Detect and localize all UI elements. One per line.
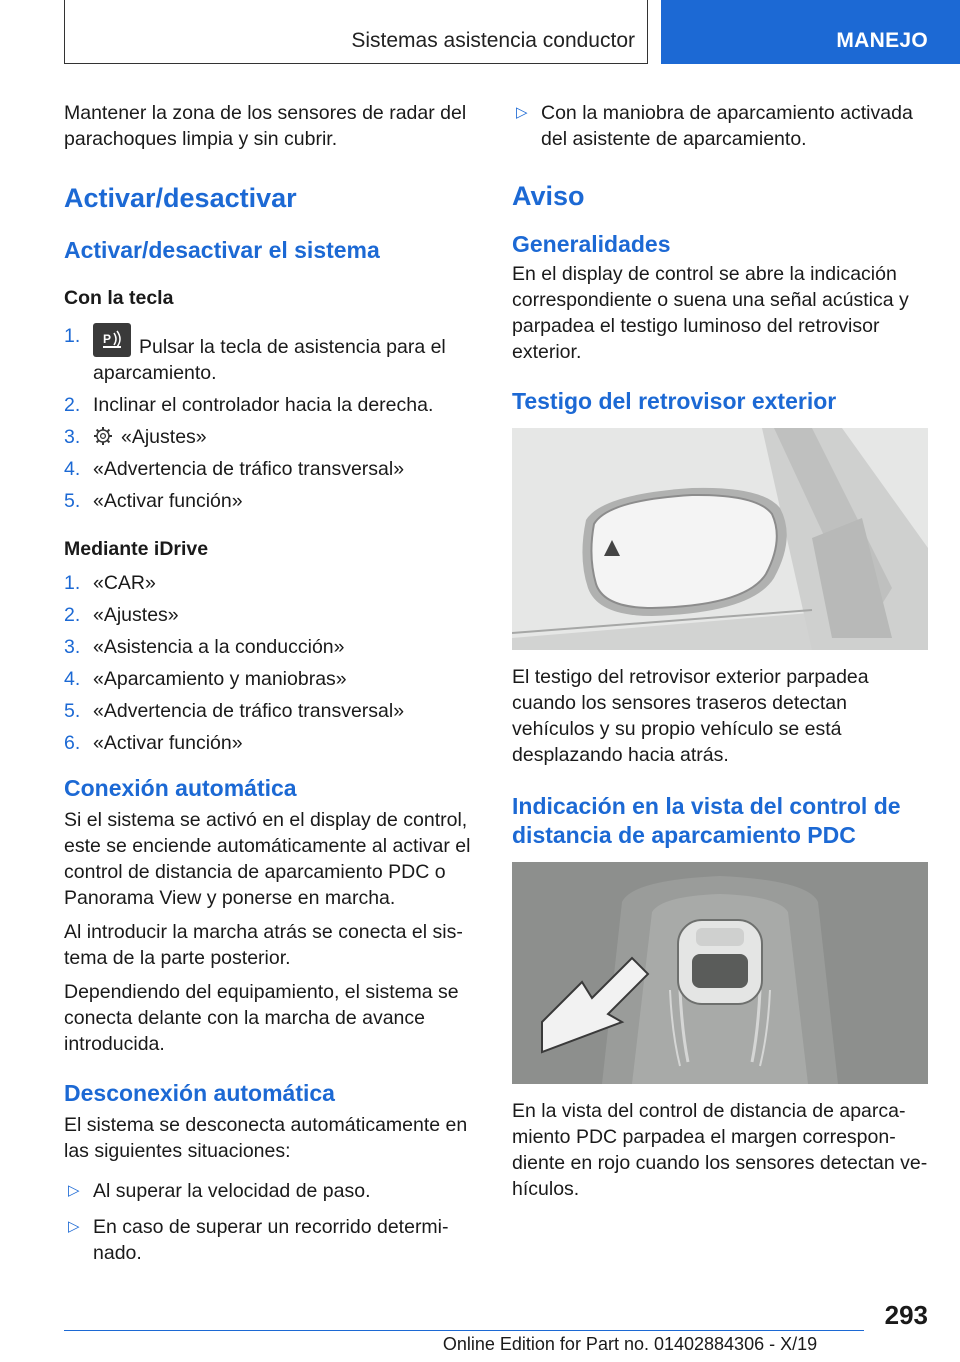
button-steps-list <box>64 323 474 514</box>
item-text: Con la maniobra de aparcamiento activada del asistente de aparcamiento. <box>541 102 913 150</box>
heading-activate: Activar/desactivar <box>64 183 297 213</box>
list-item <box>64 323 474 386</box>
list-item <box>64 602 474 628</box>
heading-with-button: Con la tecla <box>64 287 174 309</box>
step-text: «Ajustes» <box>121 426 207 448</box>
svg-text:P: P <box>103 332 112 346</box>
idrive-steps-list <box>64 570 474 756</box>
list-item <box>64 634 474 660</box>
step-number: 3. <box>64 426 81 448</box>
step-number: 3. <box>64 636 81 658</box>
step-text: Inclinar el controlador hacia la derecha. <box>93 394 434 416</box>
bullet-triangle-icon: ▷ <box>68 1182 80 1199</box>
step-number: 6. <box>64 732 81 754</box>
step-text: Pulsar la tecla de asistencia para el aparcamiento. <box>93 336 446 384</box>
heading-auto-on: Conexión automática <box>64 775 297 801</box>
step-text: «Ajustes» <box>93 604 179 626</box>
auto-off-list <box>64 1178 474 1266</box>
step-text: «Advertencia de tráfico transversal» <box>93 700 405 722</box>
right-column <box>512 100 928 1216</box>
pdc-caption: En la vista del control de distancia de aparcamiento PDC parpadea el margen correspondiente en rojo cuando los sensores detectan vehículos. <box>512 1100 928 1200</box>
header-section: Sistemas asistencia conductor <box>351 29 635 52</box>
bullet-triangle-icon: ▷ <box>68 1218 80 1235</box>
footer-divider <box>64 1330 864 1331</box>
parking-assist-button-icon <box>93 323 131 357</box>
list-item <box>64 1214 474 1266</box>
heading-auto-off: Desconexión automática <box>64 1080 335 1106</box>
heading-general: Generalidades <box>512 231 671 257</box>
heading-mirror-indicator: Testigo del retrovisor exterior <box>512 388 837 414</box>
step-number: 1. <box>64 572 81 594</box>
auto-off-paragraph: El sistema se desconecta automáticamente en las siguientes situaciones: <box>64 1114 468 1162</box>
auto-on-paragraph-1: Si el sistema se activó en el display de control, este se enciende automáticamente al activar el control de distancia de aparcamiento PDC o Panorama View y ponerse en marcha. <box>64 809 471 909</box>
step-number: 2. <box>64 394 81 416</box>
heading-idrive: Mediante iDrive <box>64 538 209 560</box>
bullet-triangle-icon: ▷ <box>516 104 528 121</box>
list-item <box>64 392 474 418</box>
list-item <box>64 570 474 596</box>
list-item <box>64 424 474 450</box>
list-item <box>64 698 474 724</box>
list-item <box>64 456 474 482</box>
step-number: 5. <box>64 700 81 722</box>
list-item <box>64 666 474 692</box>
step-number: 1. <box>64 325 81 347</box>
pdc-view-image <box>512 862 928 1084</box>
step-text: «Asistencia a la conducción» <box>93 636 345 658</box>
header-chapter: MANEJO <box>836 29 928 52</box>
mirror-indicator-image <box>512 428 928 650</box>
step-number: 4. <box>64 458 81 480</box>
settings-gear-icon <box>93 426 113 446</box>
left-column <box>64 100 474 1282</box>
step-number: 4. <box>64 668 81 690</box>
step-text: «Activar función» <box>93 490 243 512</box>
step-text: «Activar función» <box>93 732 243 754</box>
general-paragraph: En el display de control se abre la indicación correspondiente o suena una señal acústica y parpadea el testigo luminoso del retrovisor exterior. <box>512 263 909 363</box>
step-text: «Aparcamiento y maniobras» <box>93 668 347 690</box>
heading-activate-system: Activar/desactivar el sistema <box>64 237 380 263</box>
footer-edition: Online Edition for Part no. 01402884306 - X/19 <box>442 1334 818 1354</box>
item-text: En caso de superar un recorrido determinado. <box>93 1216 449 1264</box>
list-item <box>64 1178 474 1204</box>
step-number: 5. <box>64 490 81 512</box>
heading-pdc-view: Indicación en la vista del control de distancia de aparcamiento PDC <box>512 793 901 848</box>
header-section-box <box>64 0 648 64</box>
auto-on-paragraph-3: Dependiendo del equipamiento, el sistema se conecta delante con la marcha de avance introducida. <box>64 981 459 1055</box>
item-text: Al superar la velocidad de paso. <box>93 1180 371 1202</box>
step-text: «Advertencia de tráfico transversal» <box>93 458 405 480</box>
list-item <box>64 730 474 756</box>
step-text: «CAR» <box>93 572 156 594</box>
page-number: 293 <box>884 1300 928 1330</box>
auto-on-paragraph-2: Al introducir la marcha atrás se conecta el sistema de la parte posterior. <box>64 921 463 969</box>
list-item <box>64 488 474 514</box>
header-chapter-tab <box>661 0 960 64</box>
intro-paragraph: Mantener la zona de los sensores de radar del parachoques limpia y sin cubrir. <box>64 102 467 150</box>
auto-off-list-continued <box>512 100 928 152</box>
step-number: 2. <box>64 604 81 626</box>
list-item <box>512 100 928 152</box>
mirror-caption: El testigo del retrovisor exterior parpadea cuando los sensores traseros detectan vehículos y su propio vehículo se está desplazando hacia atrás. <box>512 666 869 766</box>
heading-notice: Aviso <box>512 181 585 211</box>
